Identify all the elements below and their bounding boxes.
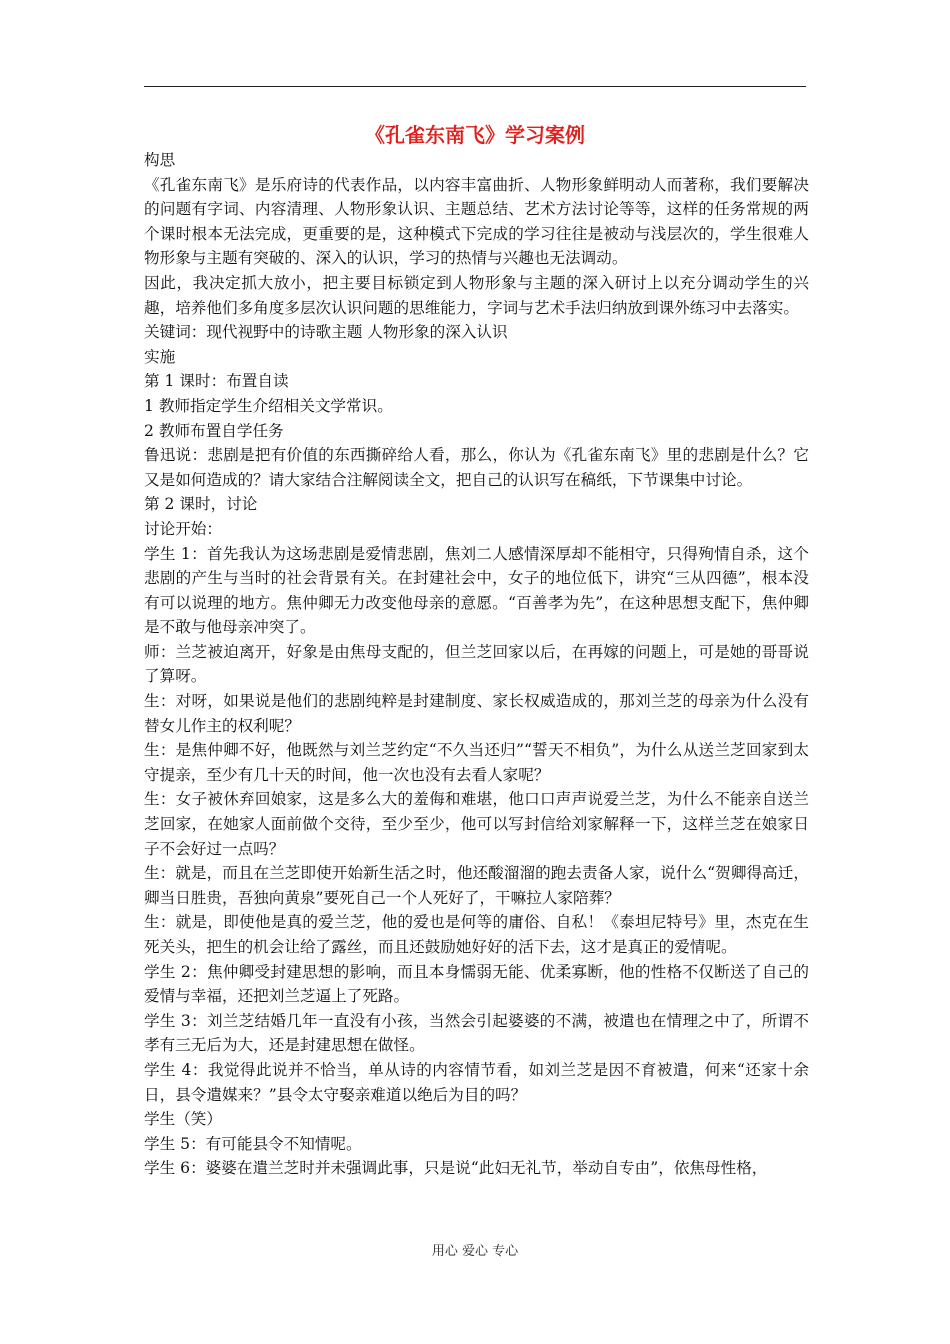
paragraph: 鲁迅说：悲剧是把有价值的东西撕碎给人看，那么，你认为《孔雀东南飞》里的悲剧是什么？它又是如何造成的？请大家结合注解阅读全文，把自己的认识写在稿纸，下节课集中讨论。 [144, 446, 809, 489]
paragraph: 学生 1：首先我认为这场悲剧是爱情悲剧，焦刘二人感情深厚却不能相守，只得殉情自杀，这个悲剧的产生与当时的社会背景有关。在封建社会中，女子的地位低下，讲究“三从四德”，根本没有可以说理的地方。焦仲卿无力改变他母亲的意愿。“百善孝为先”，在这种思想支配下，焦仲卿是不敢与他母亲冲突了。 [144, 544, 809, 637]
paragraph: 生：女子被休弃回娘家，这是多么大的羞侮和难堪，他口口声声说爱兰芝，为什么不能亲自送兰芝回家，在她家人面前做个交待，至少至少，他可以写封信给刘家解释一下，这样兰芝在娘家日子不会好过一点吗？ [144, 790, 809, 858]
page-footer: 用心 爱心 专心 [431, 1244, 519, 1259]
paragraph: 师：兰芝被迫离开，好象是由焦母支配的，但兰芝回家以后，在再嫁的问题上，可是她的哥哥说了算呀。 [144, 642, 809, 686]
document-body [144, 148, 809, 1181]
paragraph: 学生 5：有可能县令不知情呢。 [144, 1134, 362, 1153]
document-title: 《孔雀东南飞》学习案例 [365, 123, 585, 147]
paragraph: 1 教师指定学生介绍相关文学常识。 [144, 396, 393, 415]
paragraph-heading-goushi: 构思 [144, 151, 176, 169]
paragraph-lesson-1: 第 1 课时：布置自读 [144, 372, 289, 391]
paragraph: 学生 6：婆婆在遣兰芝时并未强调此事，只是说“此妇无礼节，举动自专由”，依焦母性格， [144, 1159, 768, 1178]
paragraph-heading-shishi: 实施 [144, 347, 176, 366]
paragraph: 学生（笑） [144, 1110, 222, 1129]
paragraph: 生：对呀，如果说是他们的悲剧纯粹是封建制度、家长权威造成的，那刘兰芝的母亲为什么没有替女儿作主的权利呢？ [144, 692, 809, 735]
paragraph: 生：就是，即使他是真的爱兰芝，他的爱也是何等的庸俗、自私！《泰坦尼特号》里，杰克在生死关头，把生的机会让给了露丝，而且还鼓励她好好的活下去，这才是真正的爱情呢。 [144, 913, 809, 956]
paragraph: 生：就是，而且在兰芝即使开始新生活之时，他还酸溜溜的跑去责备人家，说什么“贺卿得高迁，卿当日胜贵，吾独向黄泉”要死自己一个人死好了，干嘛拉人家陪葬？ [144, 864, 809, 907]
paragraph: 《孔雀东南飞》是乐府诗的代表作品，以内容丰富曲折、人物形象鲜明动人而著称，我们要解决的问题有字词、内容清理、人物形象认识、主题总结、艺术方法讨论等等，这样的任务常规的两个课时根本无法完成，更重要的是，这种模式下完成的学习往往是被动与浅层次的，学生很难人物形象与主题有突破的、深入的认识，学习的热情与兴趣也无法调动。 [144, 175, 809, 268]
header-rule [144, 86, 806, 87]
paragraph: 讨论开始： [144, 519, 222, 538]
paragraph-keywords: 关键词：现代视野中的诗歌主题 人物形象的深入认识 [144, 323, 508, 342]
paragraph: 学生 2：焦仲卿受封建思想的影响，而且本身懦弱无能、优柔寡断，他的性格不仅断送了自己的爱情与幸福，还把刘兰芝逼上了死路。 [144, 962, 809, 1006]
paragraph: 因此，我决定抓大放小，把主要目标锁定到人物形象与主题的深入研讨上以充分调动学生的兴趣，培养他们多角度多层次认识问题的思维能力，字词与艺术手法归纳放到课外练习中去落实。 [144, 273, 809, 317]
paragraph: 2 教师布置自学任务 [144, 421, 284, 440]
paragraph-lesson-2: 第 2 课时，讨论 [144, 495, 258, 514]
paragraph: 学生 3：刘兰芝结婚几年一直没有小孩，当然会引起婆婆的不满，被遣也在情理之中了，所谓不孝有三无后为大，还是封建思想在做怪。 [144, 1011, 809, 1055]
paragraph: 学生 4：我觉得此说并不恰当，单从诗的内容情节看，如刘兰芝是因不育被遣，何来“还家十余日，县令遣媒来？”县令太守娶亲难道以绝后为目的吗？ [144, 1060, 809, 1104]
paragraph: 生：是焦仲卿不好，他既然与刘兰芝约定“不久当还归”“誓天不相负”，为什么从送兰芝回家到太守提亲，至少有几十天的时间，他一次也没有去看人家呢？ [144, 741, 809, 784]
